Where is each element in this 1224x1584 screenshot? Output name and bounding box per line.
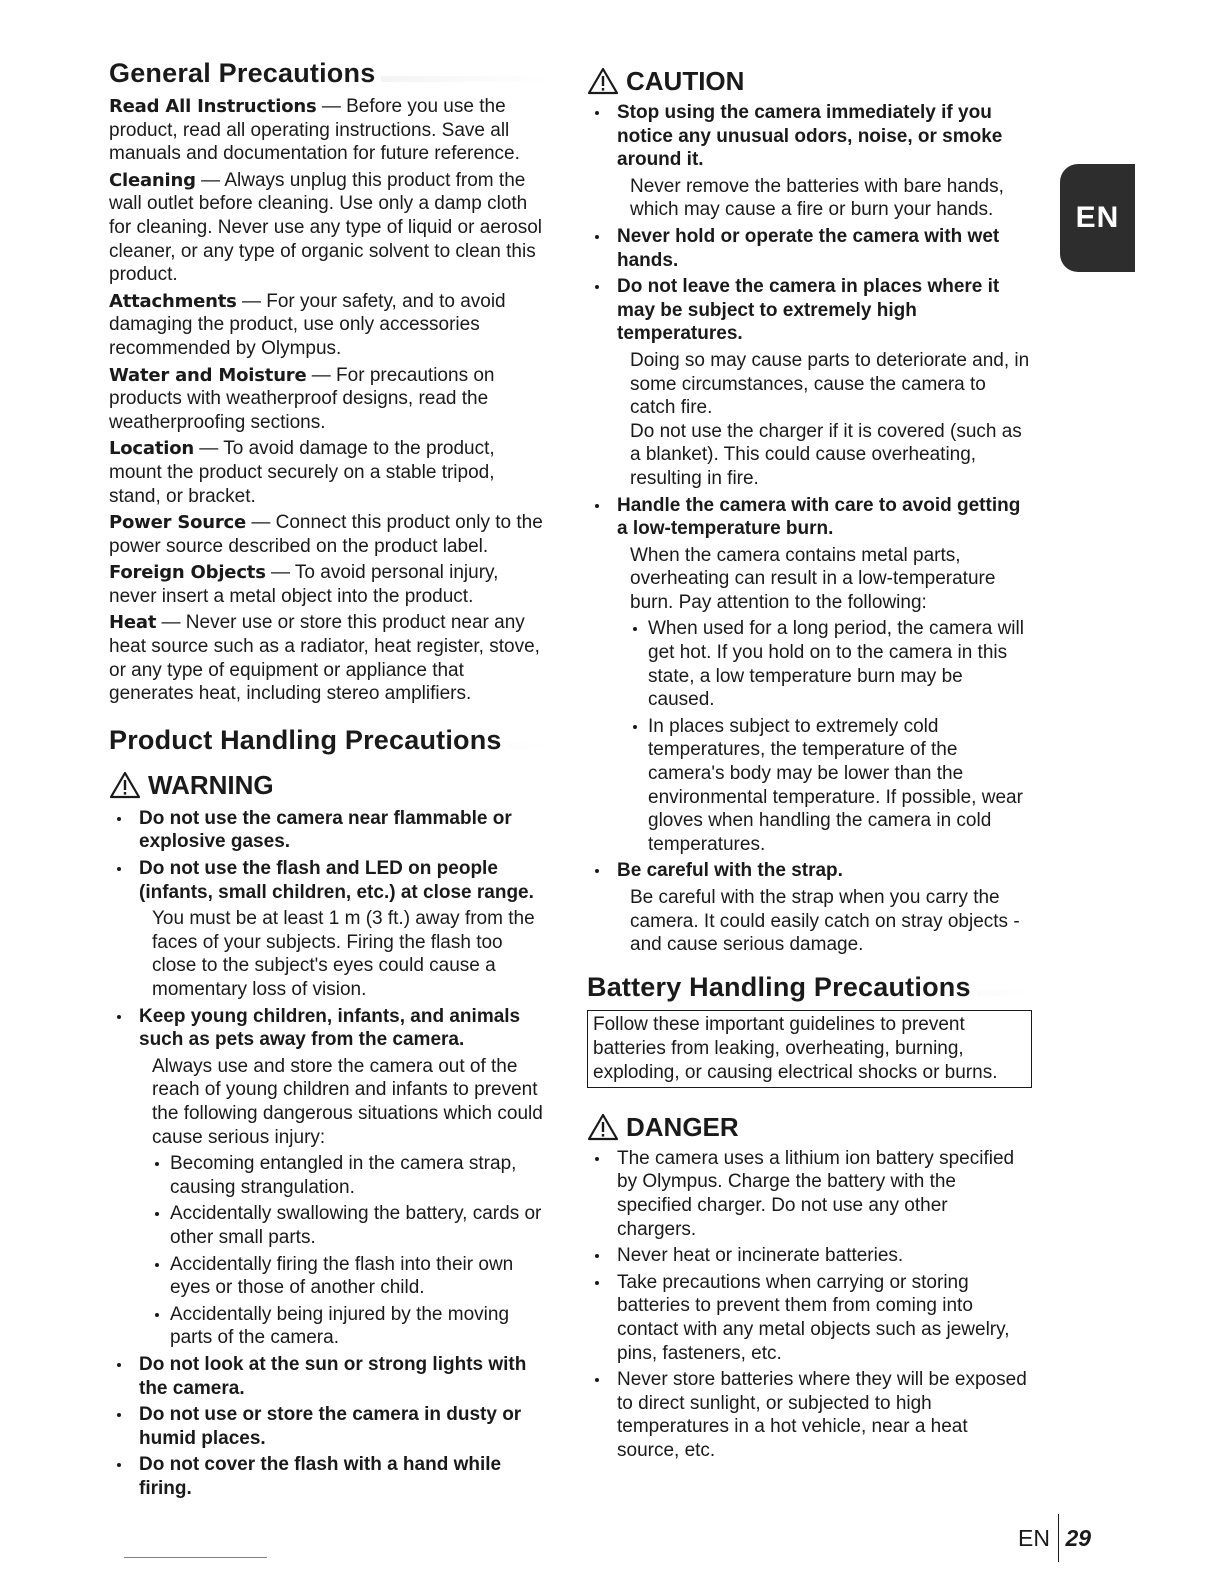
battery-guideline-box: Follow these important guidelines to prevent batteries from leaking, overheating, burning, exploding, or causing electrical shocks or burns. (587, 1010, 1032, 1088)
caution-item: Do not leave the camera in places where it may be subject to extremely high temperatures. Doing so may cause parts to deteriorate and, in some circumstances, cause the camera to catch fire. Do not use the charger if it is covered (such as a blanket). This could cause overheating, resulting in fire. (587, 275, 1032, 490)
warning-item: Do not use or store the camera in dusty or humid places. (109, 1403, 549, 1450)
para-cleaning: Cleaning — Always unplug this product from the wall outlet before cleaning. Use only a damp cloth for cleaning. Never use any type of liquid or aerosol cleaner, or any type of organic solvent to clean this product. (109, 169, 543, 286)
para-location: Location — To avoid damage to the product, mount the product securely on a stable tripod, stand, or bracket. (109, 438, 495, 507)
para-read-all: Read All Instructions — Before you use the product, read all operating instructions. Save all manuals and documentation for future reference. (109, 96, 520, 165)
caution-item: Stop using the camera immediately if you notice any unusual odors, noise, or smoke around it. Never remove the batteries with bare hands, which may cause a fire or burn your hands. (587, 101, 1032, 222)
general-precautions-heading: General Precautions (109, 53, 549, 93)
danger-item: Never store batteries where they will be exposed to direct sunlight, or subjected to high temperatures in a hot vehicle, near a heat source, etc. (587, 1368, 1032, 1462)
para-water-moisture: Water and Moisture — For precautions on products with weatherproof designs, read the weatherproofing sections. (109, 364, 495, 433)
warning-subitem: Becoming entangled in the camera strap, causing strangulation. (152, 1152, 549, 1199)
warning-item: Keep young children, infants, and animals such as pets away from the camera. Always use and store the camera out of the reach of young children and infants to prevent the following dangerous situations which could cause serious injury: Becoming entangled in the camera strap, causing strangulation. Accidentally swallowing the battery, cards or other small parts. Accidentally firing the flash into their own eyes or those of another child. Accidentally being injured by the moving parts of the camera. (109, 1005, 549, 1350)
product-handling-heading: Product Handling Precautions (109, 720, 549, 760)
warning-item: Do not cover the flash with a hand while firing. (109, 1453, 549, 1500)
caution-item: Handle the camera with care to avoid getting a low-temperature burn. When the camera contains metal parts, overheating can result in a low-temperature burn. Pay attention to the following: When used for a long period, the camera will get hot. If you hold on to the camera in this state, a low temperature burn may be caused. In places subject to extremely cold temperatures, the temperature of the camera's body may be lower than the environmental temperature. If possible, wear gloves when handling the camera in cold temperatures. (587, 494, 1032, 857)
caution-item: Never hold or operate the camera with wet hands. (587, 225, 1032, 272)
footer-language: EN (1018, 1524, 1050, 1551)
danger-item: Take precautions when carrying or storing batteries to prevent them from coming into contact with any metal objects such as jewelry, pins, fasteners, etc. (587, 1271, 1032, 1365)
warning-item: Do not use the camera near flammable or explosive gases. (109, 807, 549, 854)
para-heat: Heat — Never use or store this product near any heat source such as a radiator, heat register, stove, or any type of equipment or appliance that generates heat, including stereo amplifiers. (109, 612, 540, 705)
para-foreign-objects: Foreign Objects — To avoid personal injury, never insert a metal object into the product. (109, 562, 499, 607)
warning-item: Do not look at the sun or strong lights with the camera. (109, 1353, 549, 1400)
page-number: 29 (1065, 1524, 1092, 1551)
language-tab: EN (1060, 164, 1135, 272)
para-attachments: Attachments — For your safety, and to avoid damaging the product, use only accessories recommended by Olympus. (109, 290, 506, 359)
warning-subitem: Accidentally swallowing the battery, cards or other small parts. (152, 1202, 549, 1249)
page-footer (1018, 1518, 1091, 1558)
warning-item: Do not use the flash and LED on people (infants, small children, etc.) at close range. You must be at least 1 m (3 ft.) away from the faces of your subjects. Firing the flash too close to the subject's eyes could cause a momentary loss of vision. (109, 857, 549, 1002)
footnote-rule (124, 1557, 267, 1558)
warning-subitem: Accidentally being injured by the moving parts of the camera. (152, 1303, 549, 1350)
caution-item: Be careful with the strap. Be careful with the strap when you carry the camera. It could easily catch on stray objects - and cause serious damage. (587, 859, 1032, 956)
warning-subitem: Accidentally firing the flash into their own eyes or those of another child. (152, 1253, 549, 1300)
danger-label: DANGER (587, 1110, 1032, 1144)
warning-triangle-icon (109, 771, 141, 799)
caution-label: CAUTION (587, 64, 1032, 98)
caution-subitem: In places subject to extremely cold temperatures, the temperature of the camera's body may be lower than the environmental temperature. If possible, wear gloves when handling the camera in cold temperatures. (630, 715, 1032, 857)
danger-item: The camera uses a lithium ion battery specified by Olympus. Charge the battery with the specified charger. Do not use any other chargers. (587, 1147, 1032, 1241)
danger-item: Never heat or incinerate batteries. (587, 1244, 1032, 1268)
caution-subitem: When used for a long period, the camera will get hot. If you hold on to the camera in this state, a low temperature burn may be caused. (630, 617, 1032, 711)
warning-triangle-icon (587, 1113, 619, 1141)
battery-handling-heading: Battery Handling Precautions (587, 967, 1032, 1007)
para-power-source: Power Source — Connect this product only to the power source described on the product label. (109, 512, 543, 557)
footer-divider (1058, 1514, 1060, 1562)
warning-triangle-icon (587, 67, 619, 95)
right-column (587, 64, 1032, 1463)
left-column (109, 52, 549, 1500)
warning-label: WARNING (109, 768, 549, 802)
